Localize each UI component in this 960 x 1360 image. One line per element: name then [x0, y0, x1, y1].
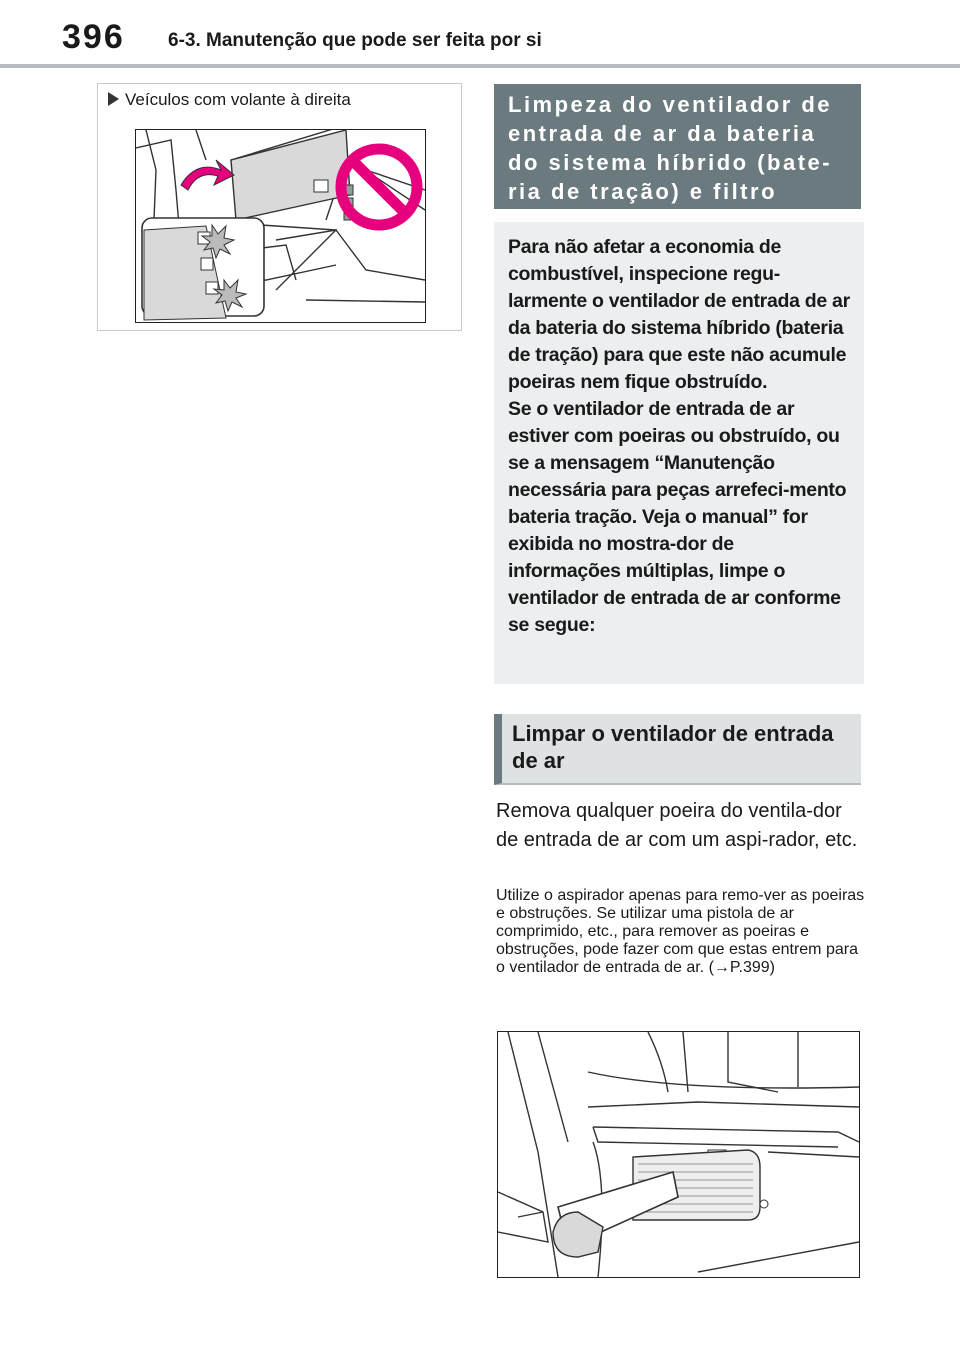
- figure-left-box: [97, 83, 462, 331]
- triangle-right-icon: [108, 92, 119, 106]
- page-header: [0, 0, 960, 70]
- page-number: 396: [62, 18, 125, 56]
- battery-fan-illustration: [135, 129, 426, 323]
- header-divider: [0, 64, 960, 68]
- body-paragraph: Remova qualquer poeira do ventila-dor de entrada de ar com um aspi-rador, etc.: [496, 800, 858, 851]
- figure-caption-text: Veículos com volante à direita: [125, 90, 351, 109]
- section-title: 6-3. Manutenção que pode ser feita por si: [168, 30, 542, 51]
- info-paragraph-2: Se o ventilador de entrada de ar estiver com poeiras ou obstruído, ou se a mensagem “Manutenção necessária para peças arrefeci-mento bateria tração. Veja o manual” for exibida no mostra-dor de informações múltiplas, limpe o ventilador de entrada de ar conforme se segue:: [508, 398, 847, 636]
- note-paragraph: Utilize o aspirador apenas para remo-ver as poeiras e obstruções. Se utilizar uma pistola de ar comprimido, etc., para remover as poeiras e obstruções, pode fazer com que estas entrem para o ventilador de entrada de ar. (→P.399): [496, 887, 865, 976]
- subsection-heading: Limpar o ventilador de entrada de ar: [494, 714, 861, 785]
- vacuum-drawing: [498, 1032, 859, 1277]
- info-paragraph-1: Para não afetar a economia de combustível, inspecione regu-larmente o ventilador de entrada de ar da bateria do sistema híbrido (bateria de tração) para que este não acumule poeiras nem fique obstruído.: [508, 236, 850, 393]
- vacuum-cleaning-illustration: [497, 1031, 860, 1278]
- curved-arrow-icon: [181, 160, 234, 190]
- section-heading: Limpeza do ventilador de entrada de ar da bateria do sistema híbrido (bate-ria de tração) e filtro: [494, 84, 861, 209]
- battery-cover-drawing: [136, 130, 425, 322]
- figure-caption: [108, 90, 351, 110]
- info-panel: [494, 222, 864, 684]
